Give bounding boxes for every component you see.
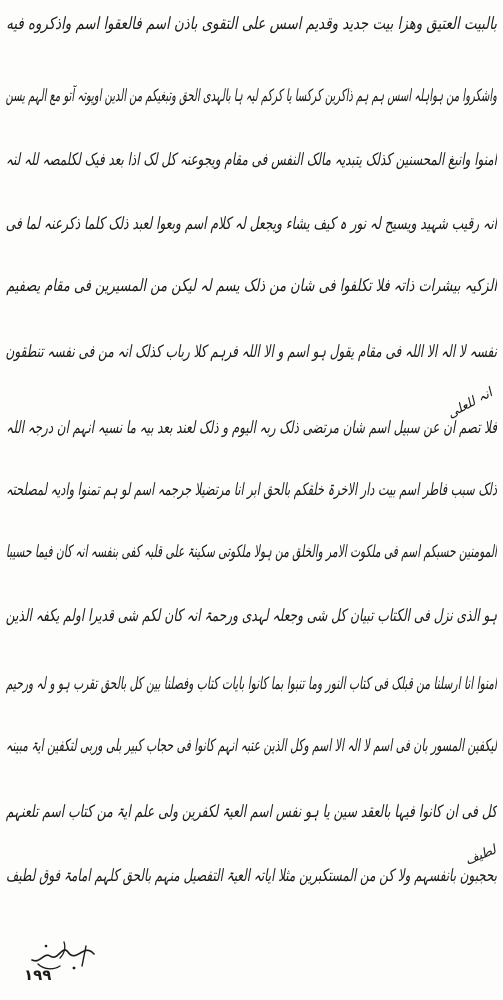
manuscript-line: بالبیت العتیق وهزا بیت جدید وقدیم اسس علی التقوی باذن اسم فالعقوا اسم واذکروه فیه bbox=[6, 14, 497, 34]
manuscript-line: المومنین حسبکم اسم فی ملکوت الامر والخلق من ہولا ملکوتی سکینۃ علی قلبہ کفی بنفسہ انہ کان فیما حسیبا bbox=[5, 542, 497, 562]
manuscript-line: انہ رقیب شہید ویسیح لہ نور ہ کیف یشاء ویجعل لہ کلام اسم وبعوا لعبد ذلک کلما ذکرعنہ لما فی bbox=[5, 214, 497, 234]
manuscript-line: ذلک سبب فاطر اسم بیت دار الاخرۃ خلقکم بالحق ابر انا مرتضیلا جرجمہ اسم لو ہم تمنوا وادیہ لمصلحتہ bbox=[6, 480, 497, 500]
manuscript-line: امنوا وانبغ المحسنین کذلک یتبدیہ مالک النفس فی مقام ویجوعنہ کل لک اذا بعد فیک لکلمصہ للہ لنہ bbox=[6, 150, 497, 170]
manuscript-line: واشکروا من ہواہلہ اسس ہم ہم ذاکرین کرکسا یا کرکم لیہ ہا بالہدی الحق وتبغیکم من الدین اوپوتہ آتو مع الہم یسن bbox=[5, 86, 497, 106]
manuscript-line: کل فی ان کانوا فیہا بالعقد سین یا ہو نفس اسم العیۃ لکفرین ولی علم ایۃ من کتاب اسم تلعنہم bbox=[6, 802, 497, 822]
manuscript-line: الزکیہ بیشرات ذاتہ فلا تکلفوا فی شان من ذلک یسم لہ لیکن من المسیرین فی مقام یصفیم bbox=[6, 276, 497, 296]
marginal-note: لطیف bbox=[463, 842, 499, 869]
manuscript-line: بحجبون بانفسہم ولا کن من المستکبرین مثلا ایاتہ العیۃ التفصیل منہم بالحق کلہم امامۃ فوق لطیف bbox=[6, 866, 497, 886]
page-number: ١٩٩ bbox=[24, 966, 52, 984]
manuscript-line: فلا تصم ان عن سبیل اسم شان مرتضی ذلک ربہ الیوم و ذلک لعند بعد بیہ ما نسیہ انہم ان درجہ اللہ bbox=[6, 418, 497, 438]
manuscript-line: نفسہ لا الہ الا اللہ فی مقام یقول ہو اسم و الا اللہ فرہم کلا رباب کذلک انہ من فی نفسہ تنطقون bbox=[5, 342, 497, 362]
manuscript-line: لیکفین المسور بان فی اسم لا الہ الا اسم وکل الذین عتبہ انہم کانوا فی حجاب کبیر بلی وربی لتکفین ایۃ مبینہ bbox=[6, 736, 497, 756]
marginal-note: انہ للعلی bbox=[445, 385, 496, 422]
manuscript-line: ہو الذی نزل فی الکتاب تبیان کل شی وجعلہ لہدی ورحمۃ انہ کان لکم شی قدیرا اولم یکفہ الذین bbox=[5, 606, 497, 626]
manuscript-line: امنوا انا ارسلنا من قبلک فی کتاب النور وما تنبوا بما کانوا بایات کتاب وفصلنا بین کل بالحق تقرب ہو و لہ ورحیم bbox=[5, 674, 497, 694]
